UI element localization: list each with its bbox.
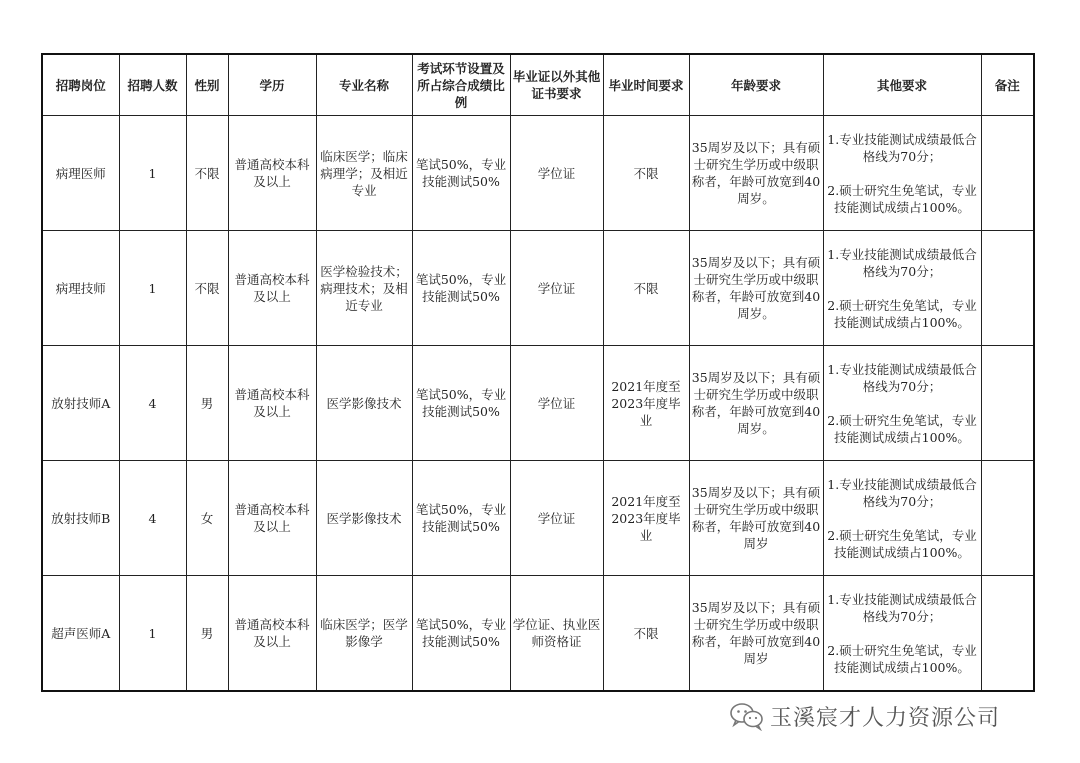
cell-major: 临床医学；临床病理学；及相近专业 — [316, 116, 412, 231]
other-requirement-1: 1.专业技能测试成绩最低合格线为70分； — [827, 591, 977, 624]
cell-education: 普通高校本科及以上 — [228, 576, 316, 692]
cell-grad-time: 2021年度至2023年度毕业 — [603, 461, 689, 576]
cell-age: 35周岁及以下；具有硕士研究生学历或中级职称者，年龄可放宽到40周岁。 — [689, 116, 823, 231]
cell-gender: 不限 — [186, 116, 228, 231]
watermark-text: 玉溪宸才人力资源公司 — [770, 705, 1001, 731]
cell-post: 放射技师A — [42, 346, 119, 461]
header-exam: 考试环节设置及所占综合成绩比例 — [412, 54, 510, 116]
cell-exam: 笔试50%，专业技能测试50% — [412, 346, 510, 461]
cell-education: 普通高校本科及以上 — [228, 116, 316, 231]
header-remark: 备注 — [981, 54, 1034, 116]
cell-major: 临床医学；医学影像学 — [316, 576, 412, 692]
other-requirement-1: 1.专业技能测试成绩最低合格线为70分； — [827, 361, 977, 394]
cell-major: 医学检验技术；病理技术；及相近专业 — [316, 231, 412, 346]
cell-cert: 学位证 — [510, 116, 603, 231]
wechat-icon — [728, 701, 766, 731]
cell-other — [823, 576, 981, 692]
cell-education: 普通高校本科及以上 — [228, 346, 316, 461]
header-grad-time: 毕业时间要求 — [603, 54, 689, 116]
cell-other — [823, 231, 981, 346]
header-count: 招聘人数 — [119, 54, 186, 116]
recruitment-table — [41, 53, 1035, 692]
other-requirement-2: 2.硕士研究生免笔试，专业技能测试成绩占100%。 — [827, 642, 977, 675]
cell-major: 医学影像技术 — [316, 346, 412, 461]
table-row — [42, 346, 1034, 461]
other-requirement-2: 2.硕士研究生免笔试，专业技能测试成绩占100%。 — [827, 527, 977, 560]
cell-remark — [981, 116, 1034, 231]
cell-exam: 笔试50%，专业技能测试50% — [412, 576, 510, 692]
table-row — [42, 461, 1034, 576]
cell-other — [823, 116, 981, 231]
cell-gender: 女 — [186, 461, 228, 576]
header-gender: 性别 — [186, 54, 228, 116]
cell-grad-time: 不限 — [603, 576, 689, 692]
cell-exam: 笔试50%，专业技能测试50% — [412, 231, 510, 346]
table-row — [42, 231, 1034, 346]
other-requirement-1: 1.专业技能测试成绩最低合格线为70分； — [827, 246, 977, 279]
cell-remark — [981, 346, 1034, 461]
cell-post: 病理技师 — [42, 231, 119, 346]
cell-gender: 男 — [186, 346, 228, 461]
header-education: 学历 — [228, 54, 316, 116]
other-requirement-2: 2.硕士研究生免笔试，专业技能测试成绩占100%。 — [827, 182, 977, 215]
other-requirement-2: 2.硕士研究生免笔试，专业技能测试成绩占100%。 — [827, 297, 977, 330]
cell-education: 普通高校本科及以上 — [228, 461, 316, 576]
cell-major: 医学影像技术 — [316, 461, 412, 576]
other-requirement-2: 2.硕士研究生免笔试，专业技能测试成绩占100%。 — [827, 412, 977, 445]
cell-other — [823, 346, 981, 461]
cell-count: 1 — [119, 231, 186, 346]
cell-age: 35周岁及以下；具有硕士研究生学历或中级职称者，年龄可放宽到40周岁 — [689, 576, 823, 692]
cell-count: 1 — [119, 116, 186, 231]
cell-gender: 男 — [186, 576, 228, 692]
cell-grad-time: 2021年度至2023年度毕业 — [603, 346, 689, 461]
cell-count: 4 — [119, 346, 186, 461]
header-age: 年龄要求 — [689, 54, 823, 116]
cell-cert: 学位证 — [510, 231, 603, 346]
cell-cert: 学位证 — [510, 346, 603, 461]
cell-post: 超声医师A — [42, 576, 119, 692]
cell-count: 4 — [119, 461, 186, 576]
cell-age: 35周岁及以下；具有硕士研究生学历或中级职称者，年龄可放宽到40周岁 — [689, 461, 823, 576]
table-row — [42, 116, 1034, 231]
other-requirement-1: 1.专业技能测试成绩最低合格线为70分； — [827, 476, 977, 509]
cell-remark — [981, 461, 1034, 576]
cell-remark — [981, 576, 1034, 692]
header-cert: 毕业证以外其他证书要求 — [510, 54, 603, 116]
cell-cert: 学位证 — [510, 461, 603, 576]
cell-cert: 学位证、执业医师资格证 — [510, 576, 603, 692]
cell-count: 1 — [119, 576, 186, 692]
cell-gender: 不限 — [186, 231, 228, 346]
header-major: 专业名称 — [316, 54, 412, 116]
cell-post: 病理医师 — [42, 116, 119, 231]
cell-other — [823, 461, 981, 576]
cell-grad-time: 不限 — [603, 231, 689, 346]
header-other: 其他要求 — [823, 54, 981, 116]
cell-remark — [981, 231, 1034, 346]
table-row — [42, 576, 1034, 692]
cell-education: 普通高校本科及以上 — [228, 231, 316, 346]
watermark — [728, 700, 1048, 732]
cell-grad-time: 不限 — [603, 116, 689, 231]
header-row — [42, 54, 1034, 116]
cell-exam: 笔试50%，专业技能测试50% — [412, 461, 510, 576]
cell-age: 35周岁及以下；具有硕士研究生学历或中级职称者，年龄可放宽到40周岁。 — [689, 231, 823, 346]
cell-age: 35周岁及以下；具有硕士研究生学历或中级职称者，年龄可放宽到40周岁。 — [689, 346, 823, 461]
other-requirement-1: 1.专业技能测试成绩最低合格线为70分； — [827, 131, 977, 164]
cell-post: 放射技师B — [42, 461, 119, 576]
header-post: 招聘岗位 — [42, 54, 119, 116]
cell-exam: 笔试50%，专业技能测试50% — [412, 116, 510, 231]
